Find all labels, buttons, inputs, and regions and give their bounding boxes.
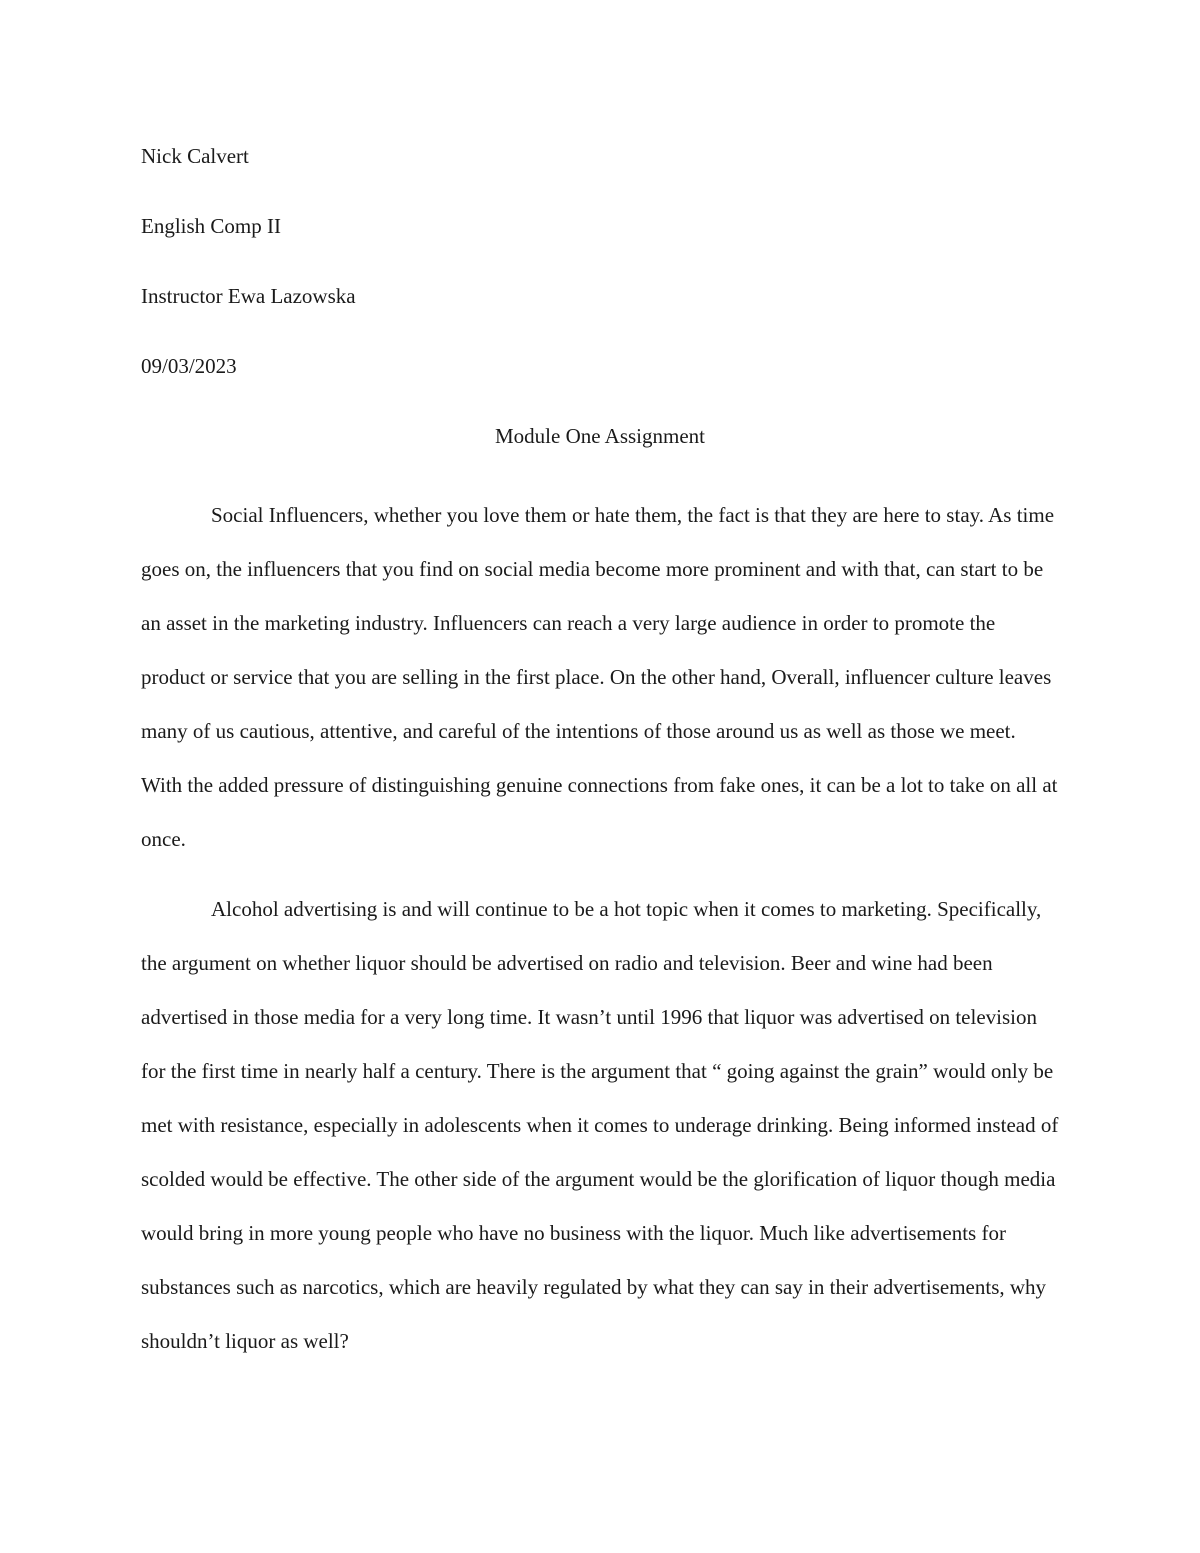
document-body [141, 138, 1059, 1368]
course-name: English Comp II [141, 214, 281, 238]
assignment-date: 09/03/2023 [141, 354, 237, 378]
document-title: Module One Assignment [495, 424, 705, 448]
author-name: Nick Calvert [141, 144, 249, 168]
instructor-name: Instructor Ewa Lazowska [141, 284, 356, 308]
paragraph-alcohol-advertising: Alcohol advertising is and will continue to be a hot topic when it comes to marketing. Specifically, the argument on whether liquor should be advertised on radio and television. Beer and wine had been advertised in those media for a very long time. It wasn’t until 1996 that liquor was advertised on television for the first time in nearly half a century. There is the argument that “ going against the grain” would only be met with resistance, especially in adolescents when it comes to underage drinking. Being informed instead of scolded would be effective. The other side of the argument would be the glorification of liquor though media would bring in more young people who have no business with the liquor. Much like advertisements for substances such as narcotics, which are heavily regulated by what they can say in their advertisements, why shouldn’t liquor as well? [141, 897, 1059, 1353]
paragraph-influencers: Social Influencers, whether you love them or hate them, the fact is that they are here to stay. As time goes on, the influencers that you find on social media become more prominent and with that, can start to be an asset in the marketing industry. Influencers can reach a very large audience in order to promote the product or service that you are selling in the first place. On the other hand, Overall, influencer culture leaves many of us cautious, attentive, and careful of the intentions of those around us as well as those we meet. With the added pressure of distinguishing genuine connections from fake ones, it can be a lot to take on all at once. [141, 503, 1058, 851]
